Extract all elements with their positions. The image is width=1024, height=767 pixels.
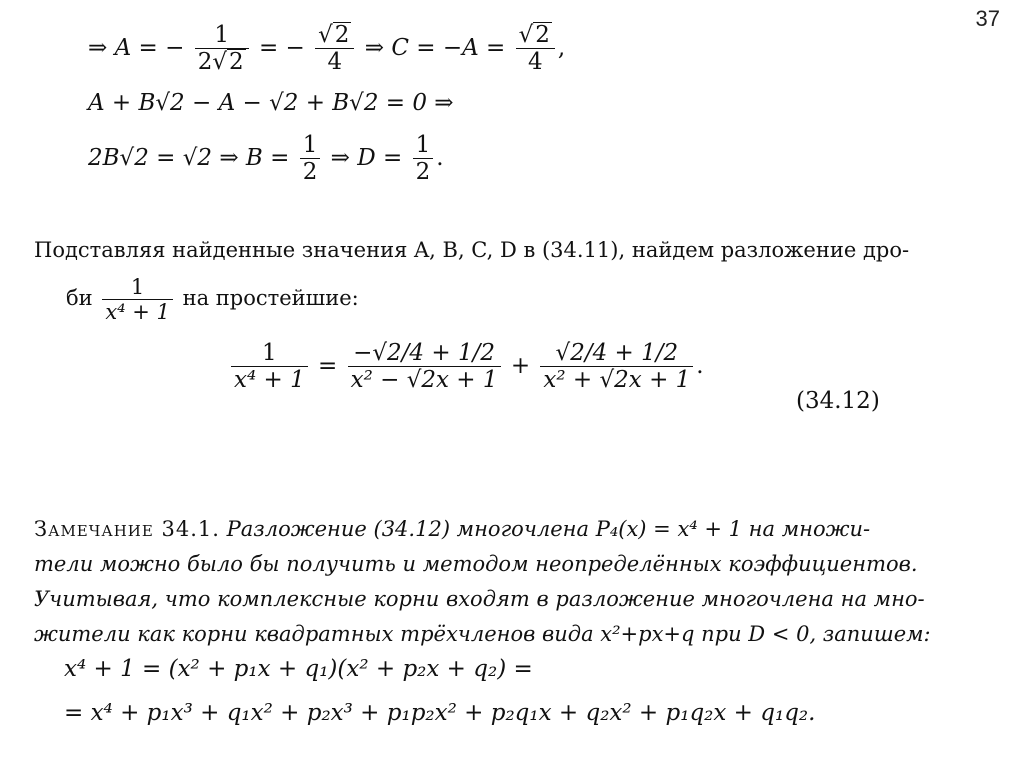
frac-numerator: 1 [302, 132, 318, 158]
math-line-1 [88, 22, 565, 76]
fraction-one-half [300, 132, 321, 186]
equation-34-12 [228, 340, 704, 394]
sqrt-radicand: 2 [334, 22, 350, 48]
frac-numerator: 1 [130, 275, 145, 299]
lhs-fraction [231, 340, 308, 394]
frac-denominator: 4 [516, 48, 555, 75]
frac-numerator: −√2/4 + 1/2 [353, 340, 495, 366]
implies-d-equals: ⇒ D = [330, 144, 403, 171]
fraction-1-over-x4-plus-1 [102, 275, 173, 324]
frac-denominator: 2√2 [195, 48, 249, 75]
remark-heading: Замечание 34.1. [34, 517, 220, 541]
expr-2b-sqrt2: 2B√2 = √2 ⇒ B = [88, 144, 290, 171]
frac-denominator: x² + √2x + 1 [540, 366, 693, 393]
fraction-sqrt2-over-4 [315, 22, 354, 76]
first-partial-fraction [348, 340, 501, 394]
text-bi: би [66, 286, 93, 311]
paragraph-line-2 [66, 275, 359, 324]
remark-equation-1: x⁴ + 1 = (x² + p₁x + q₁)(x² + p₂x + q₂) = [64, 656, 533, 682]
remark-text-1: Разложение (34.12) многочлена P₄(x) = x⁴ + 1 на множи- [226, 517, 871, 541]
frac-denominator: 4 [315, 48, 354, 75]
math-line-2: A + B√2 − A − √2 + B√2 = 0 ⇒ [88, 90, 454, 116]
frac-numerator: 1 [262, 340, 277, 366]
math-line-3 [88, 132, 444, 186]
page-number: 37 [975, 6, 1000, 31]
sqrt-radicand: 2 [535, 22, 550, 48]
period: . [436, 144, 444, 171]
frac-numerator: √2 [518, 22, 550, 48]
remark-line-4: жители как корни квадратных трёхчленов вида x²+px+q при D < 0, запишем: [34, 622, 931, 646]
period: . [696, 352, 704, 379]
frac-denominator: 2 [413, 158, 434, 185]
implies-symbol: ⇒ [88, 34, 108, 61]
sqrt-radicand: 2 [229, 49, 244, 76]
remark-equation-2: = x⁴ + p₁x³ + q₁x² + p₂x³ + p₁p₂x² + p₂q₁x + q₂x² + p₁q₂x + q₁q₂. [64, 700, 816, 726]
frac-denominator: x⁴ + 1 [102, 299, 173, 324]
frac-denominator: x⁴ + 1 [231, 366, 308, 393]
text-na-prosteishie: на простейшие: [182, 286, 359, 311]
equals-minus-2: = − [258, 34, 305, 61]
remark-line-2: тели можно было бы получить и методом неопределённых коэффициентов. [34, 552, 918, 576]
comma: , [557, 34, 566, 61]
fraction-sqrt2-over-4-b [516, 22, 555, 76]
second-partial-fraction [540, 340, 693, 394]
frac-numerator: √2/4 + 1/2 [555, 340, 679, 366]
den-coef: 2 [197, 49, 213, 76]
implies-symbol-2: ⇒ [364, 34, 385, 61]
fraction-1-over-2sqrt2 [195, 22, 249, 76]
frac-denominator: x² − √2x + 1 [348, 366, 501, 393]
paragraph-line-1: Подставляя найденные значения A, B, C, D в (34.11), найдем разложение дро- [34, 238, 910, 262]
equals-sign: = [318, 352, 338, 379]
remark-line-3: Учитывая, что комплексные корни входят в разложение многочлена на мно- [34, 587, 925, 611]
equation-number: (34.12) [796, 388, 880, 414]
frac-denominator: 2 [300, 158, 321, 185]
remark-line-1 [34, 517, 870, 541]
frac-numerator: 1 [415, 132, 431, 158]
frac-numerator: √2 [318, 22, 350, 48]
c-equals-minus-a: C = −A = [391, 34, 506, 61]
equals-minus: = − [138, 34, 185, 61]
frac-numerator: 1 [214, 22, 229, 48]
plus-sign: + [510, 352, 531, 379]
fraction-one-half-2 [413, 132, 434, 186]
var-a: A [114, 34, 132, 61]
